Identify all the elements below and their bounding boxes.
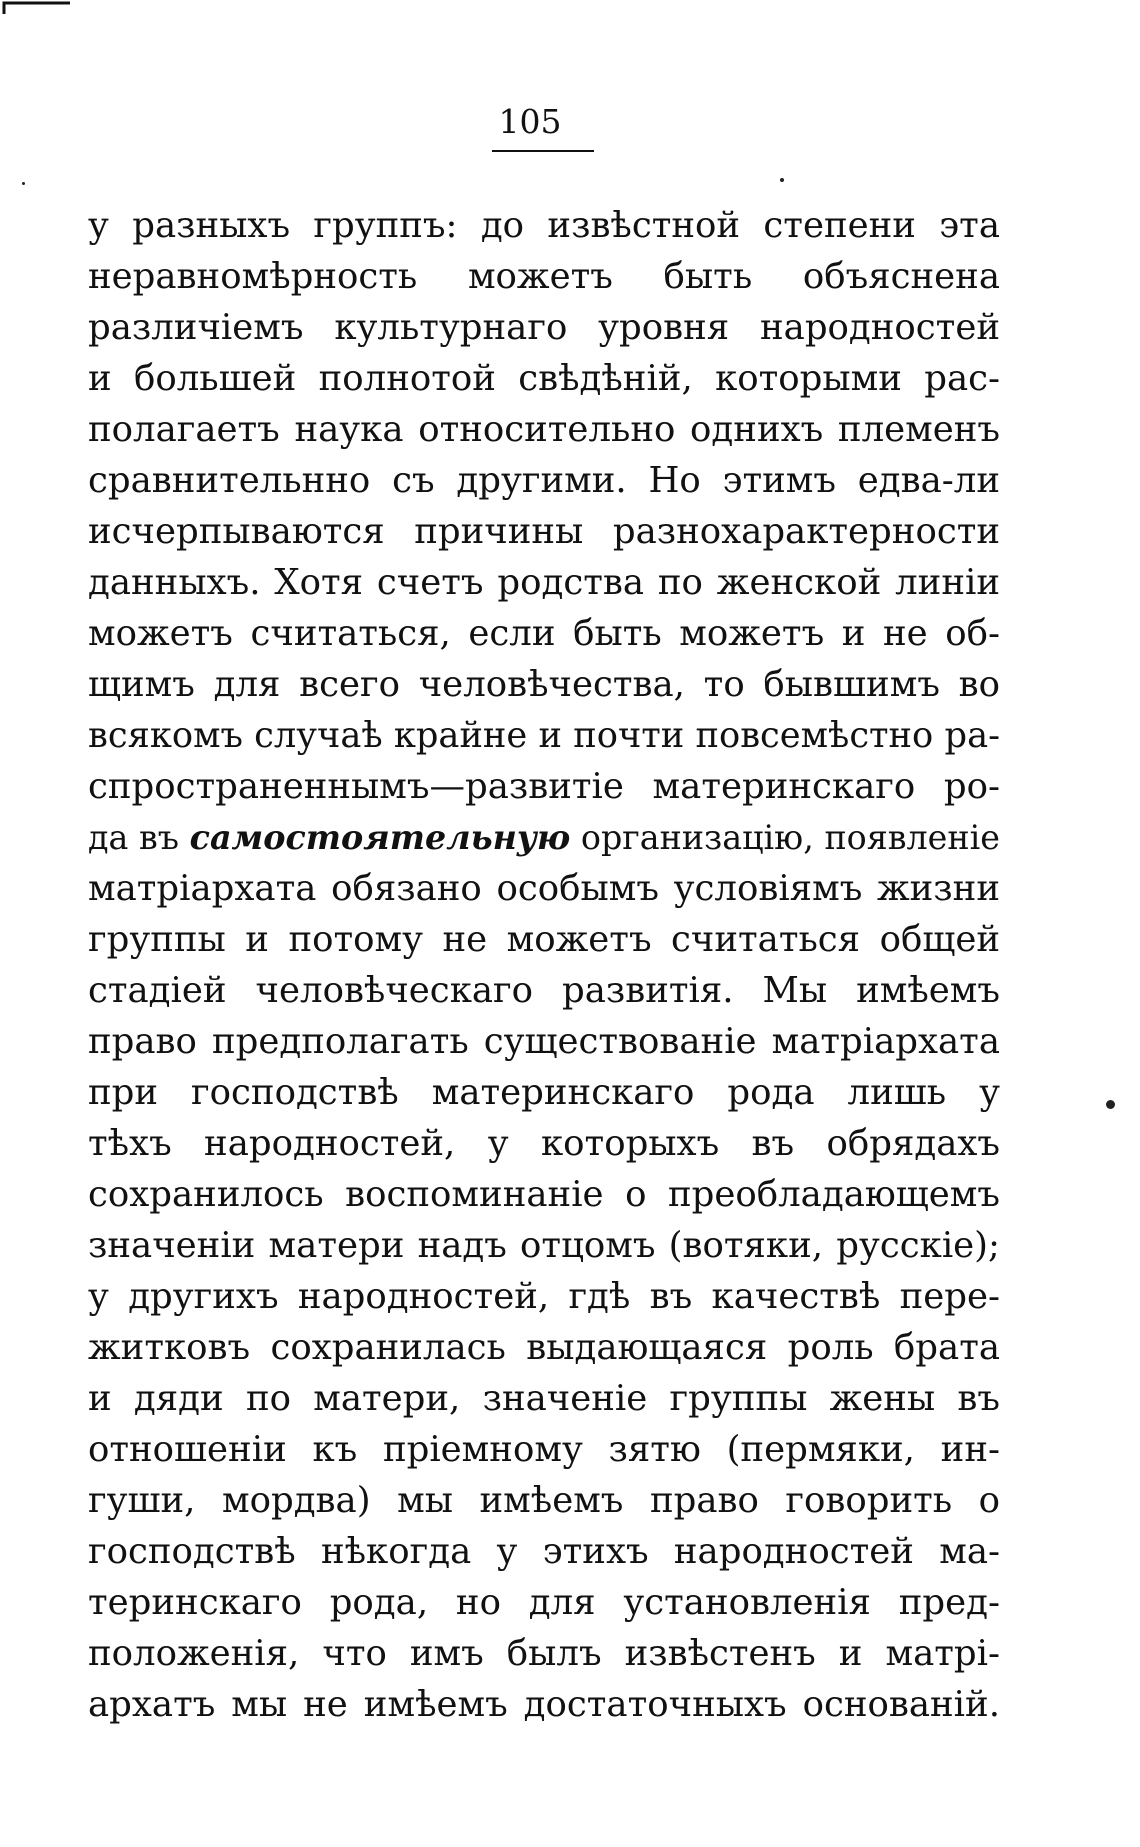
text-line: можетъ считаться, если быть можетъ и не об- xyxy=(88,613,1000,654)
text-line: различіемъ культурнаго уровня народностей xyxy=(88,307,1000,348)
text-line: отношеніи къ пріемному зятю (пермяки, ин- xyxy=(88,1429,1000,1470)
text-line: при господствѣ материнскаго рода лишь у xyxy=(88,1072,1000,1113)
page-number: 105 xyxy=(498,102,562,141)
text-line: тѣхъ народностей, у которыхъ въ обрядахъ xyxy=(88,1123,1000,1164)
text-line: положенія, что имъ былъ извѣстенъ и матрі- xyxy=(88,1633,1000,1674)
ink-speck xyxy=(1106,1100,1115,1109)
text-line: исчерпываются причины разнохарактерности xyxy=(88,511,1000,552)
text-line: полагаетъ наука относительно однихъ племенъ xyxy=(88,409,1000,450)
text-line-with-emphasis xyxy=(88,812,1000,863)
text-line: всякомъ случаѣ крайне и почти повсемѣстно ра- xyxy=(88,715,1000,756)
text-line: и дяди по матери, значеніе группы жены въ xyxy=(88,1378,1000,1419)
text-line: стадіей человѣческаго развитія. Мы имѣемъ xyxy=(88,970,1000,1011)
text-line: сохранилось воспоминаніе о преобладающемъ xyxy=(88,1174,1000,1215)
text-line: щимъ для всего человѣчества, то бывшимъ во xyxy=(88,664,1000,705)
emphasized-word: самостоятельную xyxy=(189,818,571,857)
text-line: данныхъ. Хотя счетъ родства по женской линіи xyxy=(88,562,1000,603)
text-line: господствѣ нѣкогда у этихъ народностей ма- xyxy=(88,1531,1000,1572)
text-line: житковъ сохранилась выдающаяся роль брата xyxy=(88,1327,1000,1368)
text-line: архатъ мы не имѣемъ достаточныхъ основаній. xyxy=(88,1684,1000,1725)
ink-speck xyxy=(780,178,784,182)
text-line: гуши, мордва) мы имѣемъ право говорить о xyxy=(88,1480,1000,1521)
page-number-rule xyxy=(492,150,594,152)
text-line: у другихъ народностей, гдѣ въ качествѣ пере- xyxy=(88,1276,1000,1317)
text-segment: организацію, появленіе xyxy=(570,818,1000,857)
text-line: у разныхъ группъ: до извѣстной степени эта xyxy=(88,205,1000,246)
text-line: группы и потому не можетъ считаться общей xyxy=(88,919,1000,960)
text-line: значеніи матери надъ отцомъ (вотяки, русскіе); xyxy=(88,1225,1000,1266)
text-segment: да въ xyxy=(88,818,190,857)
scan-corner-mark xyxy=(2,0,72,14)
text-line: матріархата обязано особымъ условіямъ жизни xyxy=(88,868,1000,909)
body-text xyxy=(88,200,1000,1730)
text-line: неравномѣрность можетъ быть объяснена xyxy=(88,256,1000,297)
text-line: и большей полнотой свѣдѣній, которыми рас- xyxy=(88,358,1000,399)
text-line: сравнительнно съ другими. Но этимъ едва-ли xyxy=(88,460,1000,501)
ink-speck xyxy=(22,182,25,185)
text-line: право предполагать существованіе матріархата xyxy=(88,1021,1000,1062)
text-line: спространеннымъ—развитіе материнскаго ро- xyxy=(88,766,1000,807)
text-line: теринскаго рода, но для установленія пред- xyxy=(88,1582,1000,1623)
